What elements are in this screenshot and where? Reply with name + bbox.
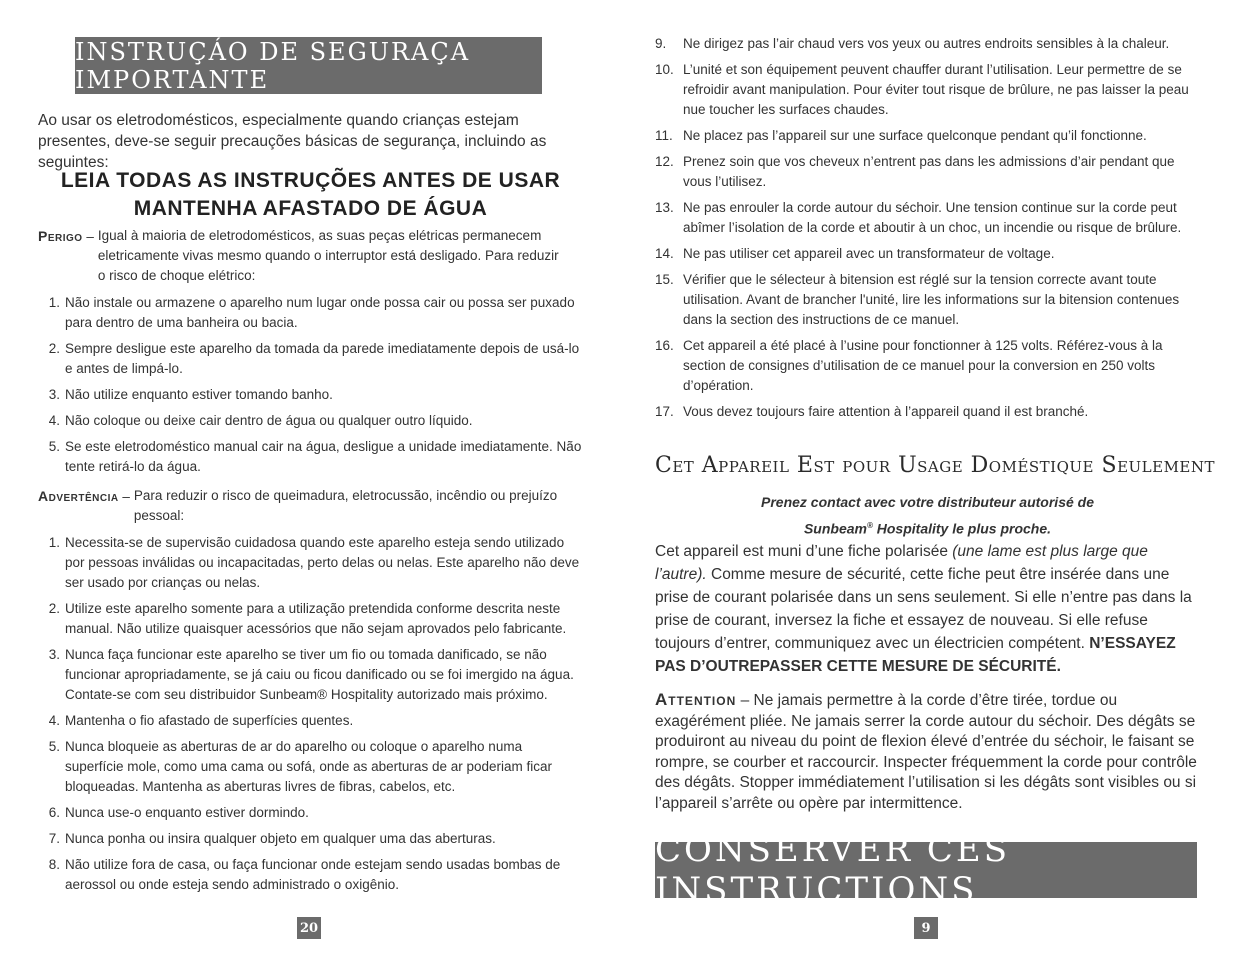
- item-number: 1.: [48, 535, 60, 550]
- heading-line-1: LEIA TODAS AS INSTRUÇÕES ANTES DE USAR: [60, 169, 561, 192]
- page-number-right: 9: [914, 917, 938, 939]
- list-item: [38, 829, 583, 849]
- perigo-text: Igual à maioria de eletrodomésticos, as suas peças elétricas permanecem eletricamente vivas mesmo quando o interruptor está desligado. Para reduzir o risco de choque elétrico:: [97, 228, 559, 283]
- item-text: L’unité et son équipement peuvent chauffer durant l’utilisation. Leur permettre de se refroidir avant manipulation. Pour éviter tout risque de brûlure, ne pas laisser la peau nue toucher les surfaces chaudes.: [683, 62, 1189, 117]
- list-item: [38, 437, 583, 477]
- contact-line-1: Prenez contact avec votre distributeur autorisé de: [761, 494, 1094, 510]
- list-item: [38, 737, 583, 797]
- item-number: 1.: [48, 295, 60, 310]
- item-number: 6.: [48, 805, 60, 820]
- polarized-plug-paragraph: [655, 540, 1200, 678]
- read-instructions-heading: [38, 167, 583, 223]
- safety-banner: INSTRUÇÁO DE SEGURAÇA IMPORTANTE: [75, 37, 542, 94]
- item-number: 15.: [655, 272, 674, 287]
- item-number: 5.: [48, 739, 60, 754]
- body-italic: (une lame est plus large que l’autre).: [655, 543, 1148, 583]
- item-number: 4.: [48, 713, 60, 728]
- attention-label: Attention: [655, 690, 737, 709]
- list-item: [38, 645, 583, 705]
- list-item: [38, 855, 583, 895]
- item-number: 2.: [48, 341, 60, 356]
- list-item: [38, 385, 583, 405]
- right-page: [617, 0, 1235, 954]
- item-text: Cet appareil a été placé à l’usine pour fonctionner à 125 volts. Référez-vous à la section de consignes d’utilisation de ce manuel pour la conversion en 250 volts d’opération.: [683, 338, 1163, 393]
- item-text: Ne pas enrouler la corde autour du séchoir. Une tension continue sur la corde peut abîmer l’isolation de la corde et aboutir à un choc, un incendie ou risque de brûlure.: [683, 200, 1182, 235]
- item-text: Não utilize enquanto estiver tomando banho.: [65, 387, 333, 402]
- item-number: 11.: [655, 128, 673, 143]
- list-item: [655, 152, 1200, 192]
- attention-text: – Ne jamais permettre à la corde d’être tirée, tordue ou exagérément pliée. Ne jamais serrer la corde autour du séchoir. Des dégâts se produiront au niveau du point de flexion élevé d’entrée du séchoir, le faisant se rompre, se courber et raccourcir. Inspecter fréquemment la corde pour contrôle des dégâts. Stopper immédiatement l’utilisation si les dégâts sont visibles ou si l’appareil s’arrête ou opère par intermittence.: [655, 692, 1197, 812]
- contact-line-2-text: Hospitality le plus proche.: [872, 520, 1052, 537]
- item-text: Ne pas utiliser cet appareil avec un transformateur de voltage.: [683, 246, 1055, 261]
- left-page: [0, 0, 617, 954]
- list-item: [655, 402, 1200, 422]
- heading-line-2: MANTENHA AFASTADO DE ÁGUA: [133, 197, 488, 220]
- item-number: 5.: [48, 439, 60, 454]
- list-item: [38, 339, 583, 379]
- contact-line-2: [655, 514, 1200, 541]
- item-number: 13.: [655, 200, 674, 215]
- body-start: Cet appareil est muni d’une fiche polarisée: [655, 543, 953, 560]
- advertencia-list: [38, 533, 583, 901]
- body-warning-bold: N’ESSAYEZ PAS D’OUTREPASSER CETTE MESURE DE SÉCURITÉ.: [655, 635, 1176, 675]
- contact-distributor: [655, 491, 1200, 541]
- item-text: Nunca faça funcionar este aparelho se tiver um fio ou tomada danificado, se não funcionar apropriadamente, se já caiu ou ficou danificado ou se foi imergido na água. Contate-se com seu distribuidor Sunbeam® Hospitality autorizado mais próximo.: [65, 647, 574, 702]
- perigo-list: [38, 293, 583, 483]
- item-number: 8.: [48, 857, 60, 872]
- item-number: 17.: [655, 404, 674, 419]
- list-item: [655, 336, 1200, 396]
- item-text: Utilize este aparelho somente para a utilização pretendida conforme descrita neste manual. Não utilize quaisquer acessórios que não sejam aprovados pelo fabricante.: [65, 601, 567, 636]
- page-number-left: 20: [297, 917, 321, 939]
- item-number: 9.: [655, 36, 667, 51]
- list-item: [38, 599, 583, 639]
- item-number: 12.: [655, 154, 674, 169]
- item-text: Vérifier que le sélecteur à bitension est réglé sur la tension correcte avant toute utilisation. Avant de brancher l'unité, lire les informations sur la bitension contenues dans la section des instructions de ce manuel.: [683, 272, 1180, 327]
- item-text: Nunca use-o enquanto estiver dormindo.: [65, 805, 309, 820]
- brand-name: Sunbeam: [803, 520, 867, 537]
- item-number: 16.: [655, 338, 674, 353]
- item-number: 10.: [655, 62, 674, 77]
- keep-instructions-banner: CONSERVER CES INSTRUCTIONS: [655, 842, 1197, 898]
- list-item: [655, 34, 1200, 54]
- item-number: 14.: [655, 246, 674, 261]
- item-text: Sempre desligue este aparelho da tomada da parede imediatamente depois de usá-lo e antes de limpá-lo.: [65, 341, 580, 376]
- list-item: [38, 533, 583, 593]
- body-rest: Comme mesure de sécurité, cette fiche peut être insérée dans une prise de courant polarisée dans un sens seulement. Si elle n’entre pas dans la prise de courant, inversez la fiche et essayez de nouveau. Si elle refuse toujours d’entrer, communiquez avec un électricien compétent.: [655, 566, 1192, 652]
- item-text: Prenez soin que vos cheveux n’entrent pas dans les admissions d’air pendant que vous l’utilisez.: [683, 154, 1175, 189]
- item-text: Vous devez toujours faire attention à l’appareil quand il est branché.: [683, 404, 1089, 419]
- advertencia-section: Advertência – Para reduzir o risco de queimadura, eletrocussão, incêndio ou prejuízo pessoal:: [38, 486, 583, 526]
- item-text: Não utilize fora de casa, ou faça funcionar onde estejam sendo usadas bombas de aerossol ou onde esteja sendo administrado o oxigênio.: [65, 857, 561, 892]
- advertencia-label: Advertência: [38, 488, 119, 504]
- registered-mark: ®: [866, 521, 873, 530]
- attention-paragraph: [655, 690, 1200, 814]
- item-text: Nunca ponha ou insira qualquer objeto em qualquer uma das aberturas.: [65, 831, 496, 846]
- list-item: [38, 293, 583, 333]
- list-item: [655, 126, 1200, 146]
- item-text: Nunca bloqueie as aberturas de ar do aparelho ou coloque o aparelho numa superfície mole, como uma cama ou sofá, onde as aberturas de ar poderiam ficar bloqueadas. Mantenha as aberturas livres de fibras, cabelos, etc.: [65, 739, 552, 794]
- domestic-use-title: Cet Appareil Est pour Usage Doméstique Seulement: [655, 453, 1216, 478]
- item-number: 3.: [48, 647, 60, 662]
- item-number: 3.: [48, 387, 60, 402]
- list-item: [38, 711, 583, 731]
- list-item: [38, 411, 583, 431]
- item-number: 7.: [48, 831, 60, 846]
- item-text: Não coloque ou deixe cair dentro de água ou qualquer outro líquido.: [65, 413, 473, 428]
- list-item: [655, 270, 1200, 330]
- intro-paragraph: Ao usar os eletrodomésticos, especialmente quando crianças estejam presentes, deve-se seguir precauções básicas de segurança, incluindo as seguintes:: [38, 112, 547, 171]
- item-text: Não instale ou armazene o aparelho num lugar onde possa cair ou possa ser puxado para dentro de uma banheira ou bacia.: [65, 295, 575, 330]
- list-item: [655, 60, 1200, 120]
- french-list: [655, 34, 1200, 428]
- list-item: [655, 244, 1200, 264]
- item-text: Se este eletrodoméstico manual cair na água, desligue a unidade imediatamente. Não tente retirá-lo da água.: [65, 439, 582, 474]
- advertencia-text: Para reduzir o risco de queimadura, eletrocussão, incêndio ou prejuízo pessoal:: [133, 488, 558, 523]
- perigo-section: Perigo – Igual à maioria de eletrodomésticos, as suas peças elétricas permanecem eletricamente vivas mesmo quando o interruptor está desligado. Para reduzir o risco de choque elétrico:: [38, 226, 583, 286]
- item-text: Ne dirigez pas l’air chaud vers vos yeux ou autres endroits sensibles à la chaleur.: [683, 36, 1170, 51]
- item-text: Necessita-se de supervisão cuidadosa quando este aparelho esteja sendo utilizado por pessoas inválidas ou incapacitadas, perto delas ou nelas. Este aparelho não deve ser usado por crianças ou nelas.: [65, 535, 580, 590]
- item-text: Ne placez pas l’appareil sur une surface quelconque pendant qu’il fonctionne.: [683, 128, 1147, 143]
- item-number: 2.: [48, 601, 60, 616]
- item-text: Mantenha o fio afastado de superfícies quentes.: [65, 713, 354, 728]
- list-item: [655, 198, 1200, 238]
- item-number: 4.: [48, 413, 60, 428]
- perigo-label: Perigo: [38, 228, 83, 244]
- list-item: [38, 803, 583, 823]
